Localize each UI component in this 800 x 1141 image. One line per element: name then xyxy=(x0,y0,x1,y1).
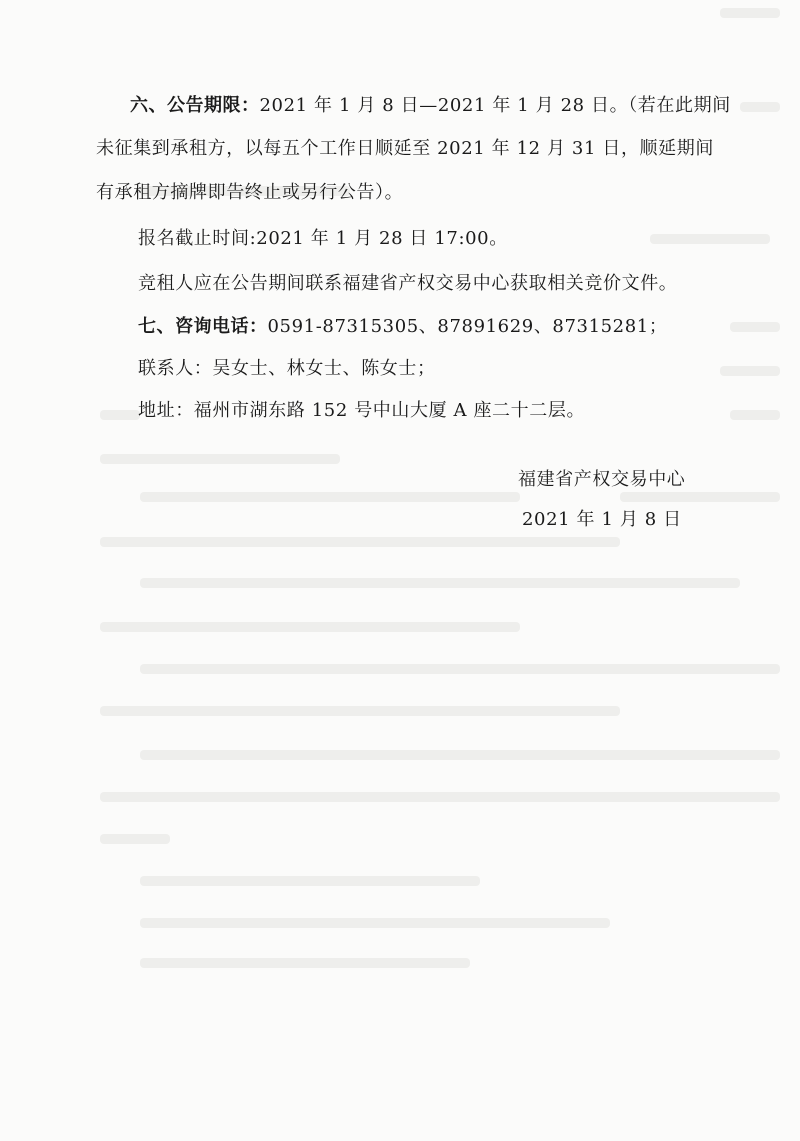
section6-heading: 六、公告期限： xyxy=(130,95,260,116)
section7-line1 xyxy=(138,315,667,339)
contact-persons: 联系人：吴女士、林女士、陈女士； xyxy=(138,358,436,379)
bidder-note: 竞租人应在公告期间联系福建省产权交易中心获取相关竞价文件。 xyxy=(138,273,678,294)
address: 地址：福州市湖东路 152 号中山大厦 A 座二十二层。 xyxy=(138,400,586,421)
section6-line3: 有承租方摘牌即告终止或另行公告）。 xyxy=(96,182,404,203)
consult-phones: 0591-87315305、87891629、87315281； xyxy=(267,316,668,337)
section6-line1 xyxy=(130,94,731,118)
section7-heading: 七、咨询电话： xyxy=(138,316,268,337)
section6-line2: 未征集到承租方，以每五个工作日顺延至 2021 年 12 月 31 日，顺延期间 xyxy=(96,138,714,159)
signature-date: 2021 年 1 月 8 日 xyxy=(522,509,682,530)
signature-org: 福建省产权交易中心 xyxy=(518,469,686,490)
registration-deadline: 报名截止时间:2021 年 1 月 28 日 17:00。 xyxy=(138,228,508,249)
section6-period: 2021 年 1 月 8 日—2021 年 1 月 28 日。（若在此期间 xyxy=(259,95,731,116)
